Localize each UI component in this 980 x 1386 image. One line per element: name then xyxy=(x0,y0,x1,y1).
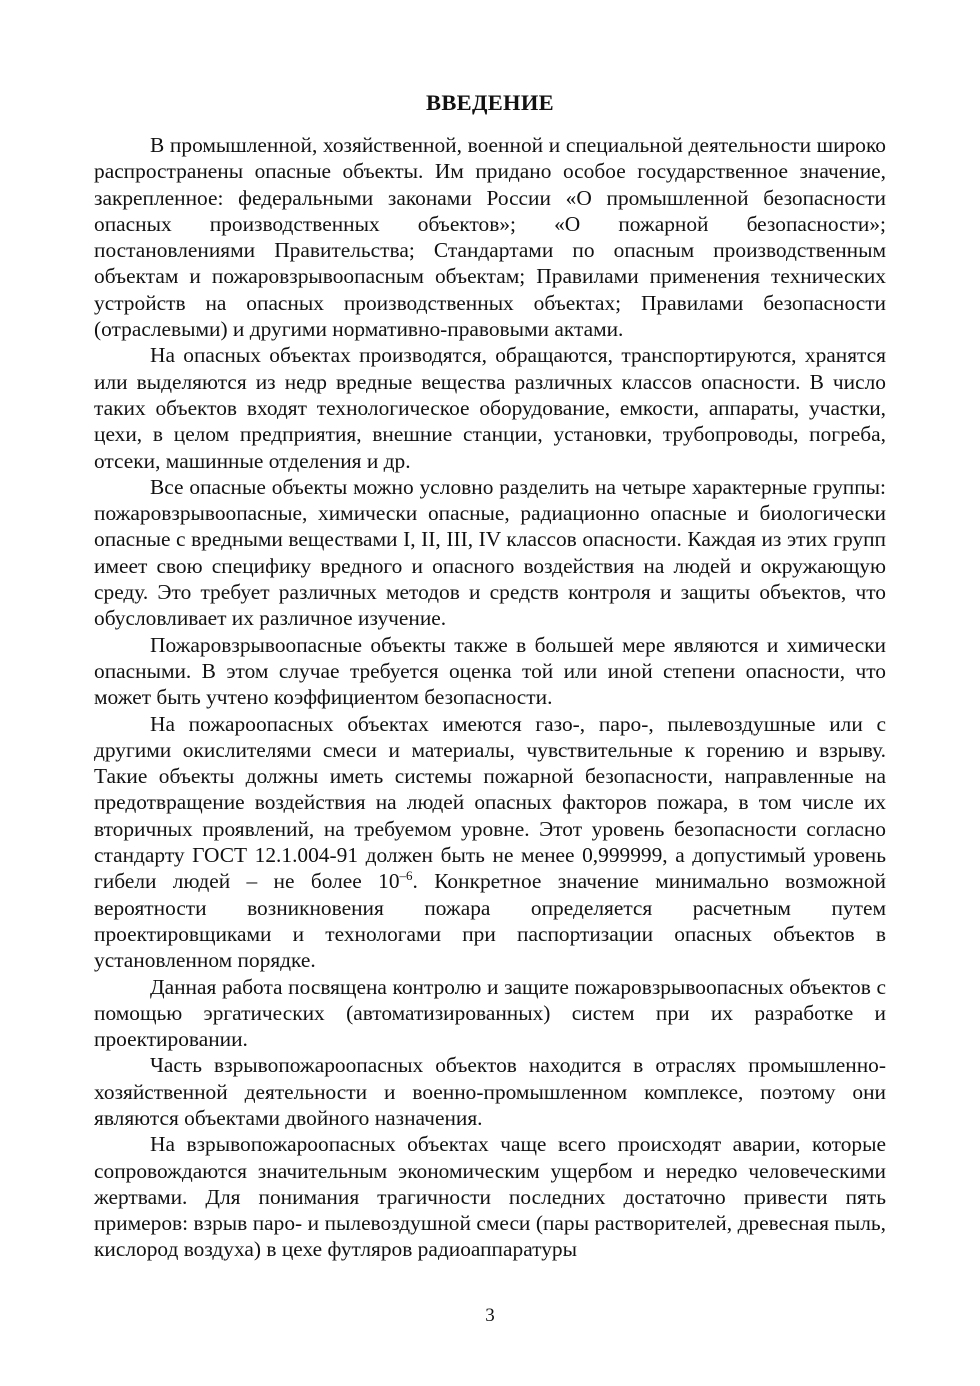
paragraph-7: Часть взрывопожароопасных объектов находится в отраслях промышленно-хозяйственной деятельности и военно-промышленном комплексе, поэтому они являются объектами двойного назначения. xyxy=(94,1053,886,1130)
paragraph-1: В промышленной, хозяйственной, военной и специальной деятельности широко распространены опасные объекты. Им придано особое государственное значение, закрепленное: федеральными законами России «О промышленной безопасности опасных производственных объектов»; «О пожарной безопасности»; постановлениями Правительства; Стандартами по опасным производственным объектам и пожаровзрывоопасным объектам; Правилами применения технических устройств на опасных производственных объектах; Правилами безопасности (отраслевыми) и другими нормативно-правовыми актами. xyxy=(94,133,886,342)
paragraph-8: На взрывопожароопасных объектах чаще всего происходят аварии, которые сопровождаются значительным экономическим ущербом и нередко человеческими жертвами. Для понимания трагичности последних достаточно привести пять примеров: взрыв паро- и пылевоздушной смеси (пары растворителей, древесная пыль, кислород воздуха) в цехе футляров радиоаппаратуры xyxy=(94,1132,886,1262)
paragraph-5 xyxy=(94,711,886,974)
paragraph-5-text: На пожароопасных объектах имеются газо-, паро-, пылевоздушные или с другими окислителями смеси и материалы, чувствительные к горению и взрыву. Такие объекты должны иметь системы пожарной безопасности, направленные на предотвращение воздействия на людей опасных факторов пожара, в том числе их вторичных проявлений, на требуемом уровне. Этот уровень безопасности согласно стандарту ГОСТ 12.1.004-91 должен быть не менее 0,999999, а допустимый уровень гибели людей – не более 10 xyxy=(94,711,886,894)
section-title: ВВЕДЕНИЕ xyxy=(426,90,554,115)
paragraph-2: На опасных объектах производятся, обращаются, транспортируются, хранятся или выделяются из недр вредные вещества различных классов опасности. В число таких объектов входят технологическое оборудование, емкости, аппараты, участки, цехи, в целом предприятия, внешние станции, установки, трубопроводы, погреба, отсеки, машинные отделения и др. xyxy=(94,343,886,473)
document-page xyxy=(94,88,886,1263)
paragraph-4: Пожаровзрывоопасные объекты также в большей мере являются и химически опасными. В этом случае требуется оценка той или иной степени опасности, что может быть учтено коэффициентом безопасности. xyxy=(94,632,886,710)
paragraph-5-continuation: . Конкретное значение минимально возможной вероятности возникновения пожара определяется расчетным путем проектировщиками и технологами при паспортизации опасных объектов в установленном порядке. xyxy=(94,869,886,973)
paragraph-5-exponent: –6 xyxy=(399,868,413,884)
paragraph-3: Все опасные объекты можно условно разделить на четыре характерные группы: пожаровзрывоопасные, химически опасные, радиационно опасные и биологически опасные с вредными веществами I, II, III, IV классов опасности. Каждая из этих групп имеет свою специфику вредного и опасного воздействия на людей и окружающую среду. Это требует различных методов и средств контроля и защиты объектов, что обусловливает их различное изучение. xyxy=(94,474,886,631)
paragraph-6: Данная работа посвящена контролю и защите пожаровзрывоопасных объектов с помощью эргатических (автоматизированных) систем при их разработке и проектировании. xyxy=(94,974,886,1052)
page-number: 3 xyxy=(485,1305,495,1326)
